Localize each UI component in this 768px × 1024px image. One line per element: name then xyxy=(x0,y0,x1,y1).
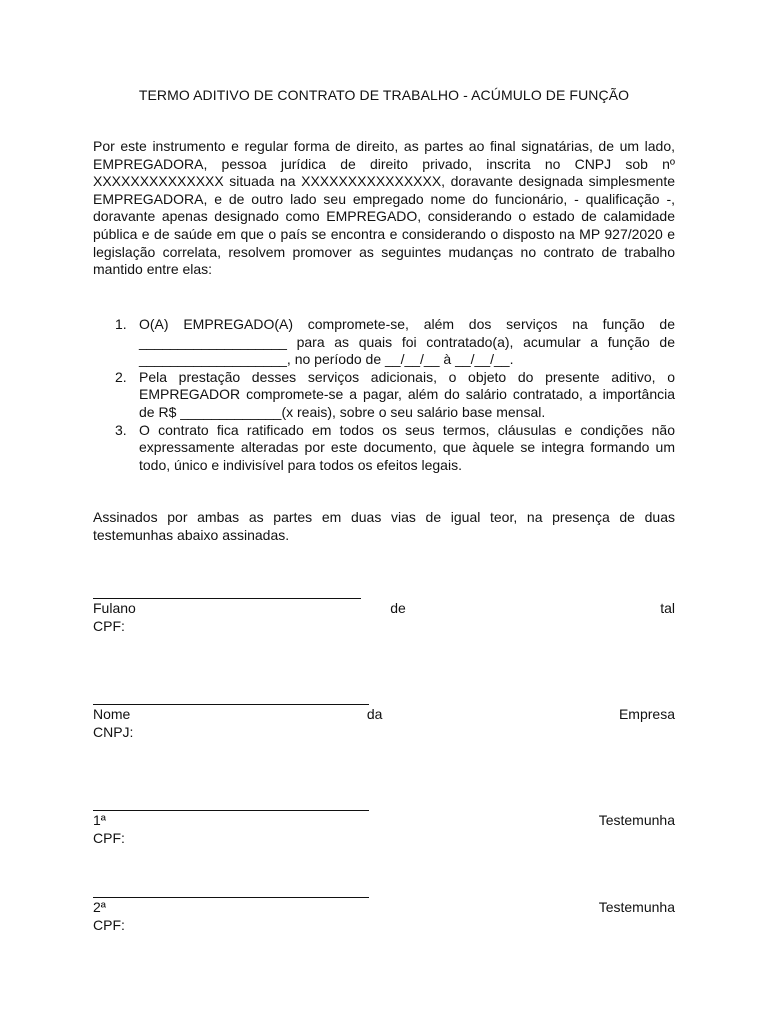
signature-name-word: Empresa xyxy=(618,706,675,722)
closing-paragraph: Assinados por ambas as partes em duas vias de igual teor, na presença de duas testemunhas abaixo assinadas. xyxy=(93,509,675,543)
signature-block-company xyxy=(93,704,675,741)
signature-name-word: da xyxy=(366,706,383,722)
clause-number: 1. xyxy=(115,316,127,332)
signature-id-line: CPF: xyxy=(93,617,125,634)
signature-line xyxy=(93,704,369,705)
signature-block-witness-2 xyxy=(93,897,675,934)
clause-number: 3. xyxy=(115,421,127,438)
signature-name xyxy=(93,600,675,618)
signature-name xyxy=(93,899,675,917)
signature-line xyxy=(93,897,369,898)
signature-name-word: Nome xyxy=(93,706,131,722)
clause-text: O contrato fica ratificado em todos os seus termos, cláusulas e condições não expressamente alteradas por este documento, que àquele se integra formando um todo, único e indivisível para todos os efeitos legais. xyxy=(139,421,675,473)
signature-line xyxy=(93,598,361,599)
signature-block-witness-1 xyxy=(93,810,675,847)
signature-name xyxy=(93,812,675,830)
signature-name-word: de xyxy=(390,600,406,616)
clause-item xyxy=(93,316,675,369)
signature-id-line: CPF: xyxy=(93,829,125,846)
clause-item xyxy=(93,422,675,475)
clause-number: 2. xyxy=(115,368,127,385)
clause-item xyxy=(93,369,675,422)
signature-name-word: Fulano xyxy=(93,600,136,616)
clause-text: Pela prestação desses serviços adicionais, o objeto do presente aditivo, o EMPREGADOR compromete-se a pagar, além do salário contratado, a importância de R$ _____________(x reais), sobre o seu salário base mensal. xyxy=(139,368,675,420)
signature-name-word: 2ª xyxy=(93,899,106,915)
signature-name xyxy=(93,706,675,724)
signature-id-line: CPF: xyxy=(93,916,125,933)
clause-text: O(A) EMPREGADO(A) compromete-se, além dos serviços na função de ___________________ para as quais foi contratado(a), acumular a função de ___________________, no período de __/__/__ à __/__/__. xyxy=(139,316,675,368)
signature-name-word: 1ª xyxy=(93,812,106,828)
intro-paragraph: Por este instrumento e regular forma de direito, as partes ao final signatárias, de um lado, EMPREGADORA, pessoa jurídica de direito privado, inscrita no CNPJ sob nº XXXXXXXXXXXXXX situada na XXXXXXXXXXXXXXX, doravante designada simplesmente EMPREGADORA, e de outro lado seu empregado nome do funcionário, - qualificação -, doravante apenas designado como EMPREGADO, considerando o estado de calamidade pública e de saúde em que o país se encontra e considerando o disposto na MP 927/2020 e legislação correlata, resolvem promover as seguintes mudanças no contrato de trabalho mantido entre elas: xyxy=(93,138,675,278)
signature-name-word: Testemunha xyxy=(598,899,675,915)
signature-name-word: tal xyxy=(660,600,675,616)
clause-list xyxy=(93,316,675,474)
document-title: TERMO ADITIVO DE CONTRATO DE TRABALHO - ACÚMULO DE FUNÇÃO xyxy=(138,87,630,103)
signature-line xyxy=(93,810,369,811)
signature-name-word: Testemunha xyxy=(598,812,675,828)
signature-id-line: CNPJ: xyxy=(93,723,134,740)
signature-block-employee xyxy=(93,598,675,635)
